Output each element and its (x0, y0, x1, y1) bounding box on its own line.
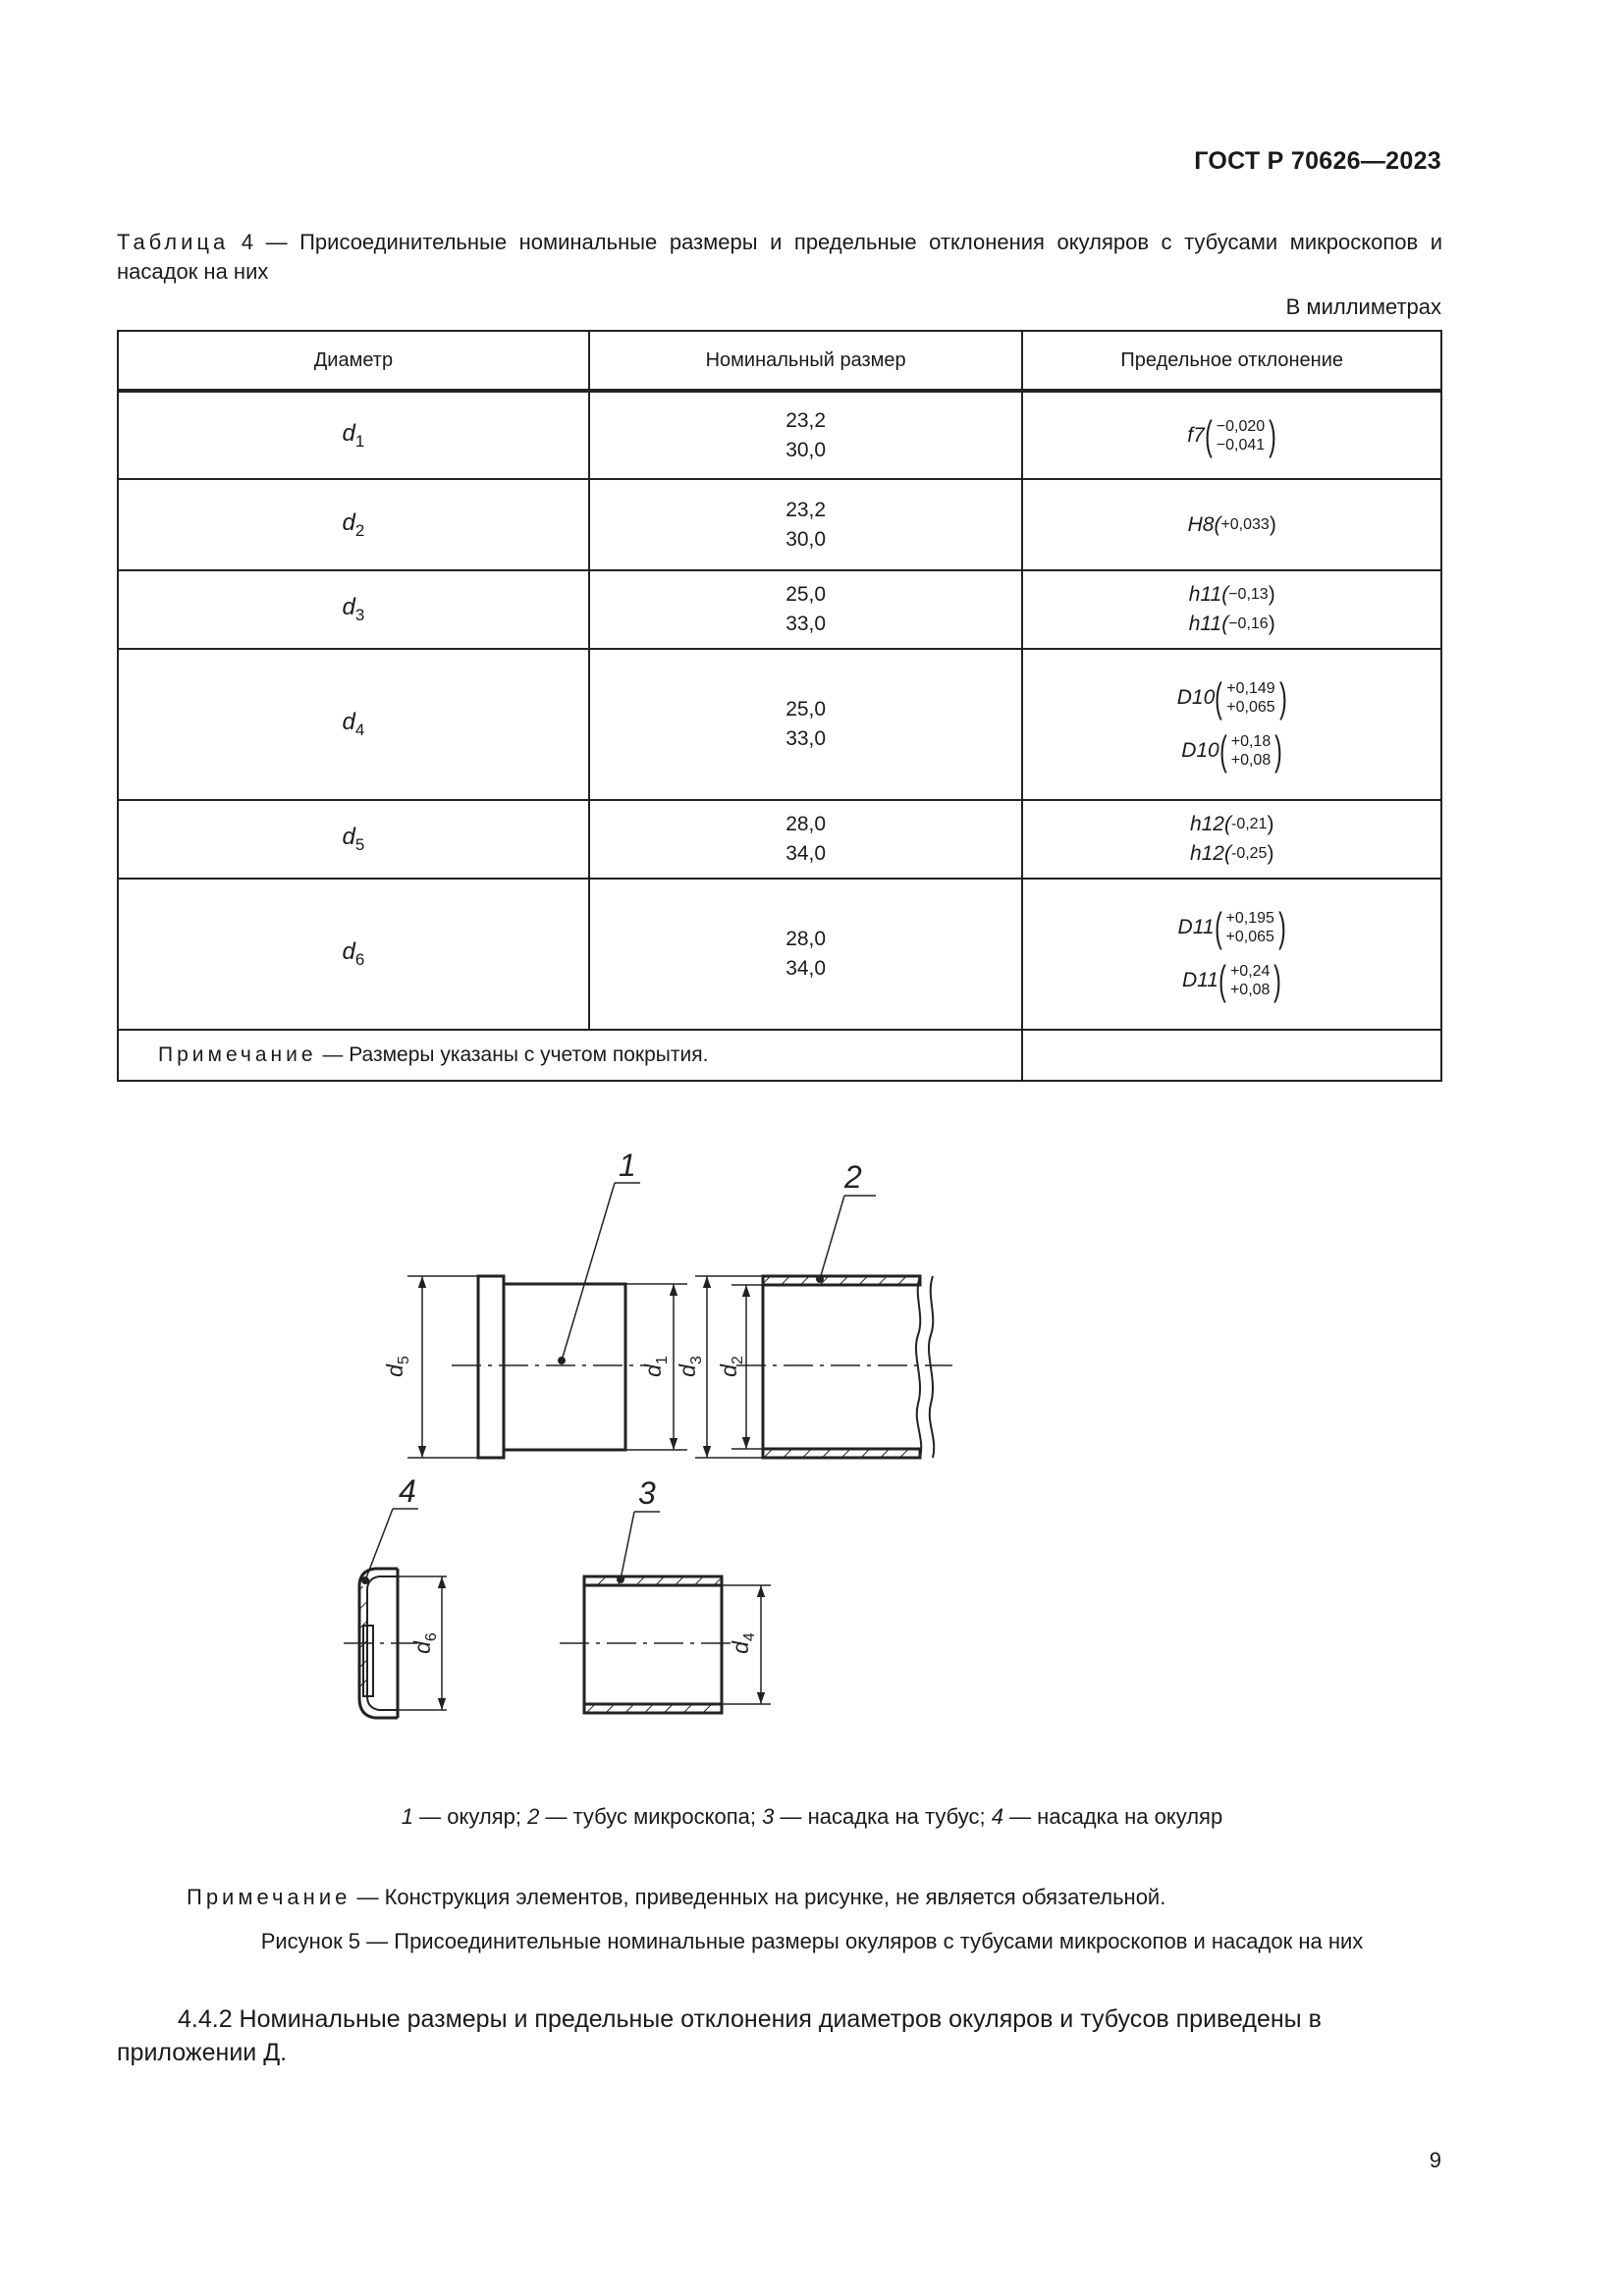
diameter-index: 6 (354, 949, 365, 969)
tolerance-code: h11( (1188, 613, 1229, 635)
nominal-value: 30,0 (785, 527, 827, 551)
figure-legend: 1 — окуляр; 2 — тубус микроскопа; 3 — насадка на тубус; 4 — насадка на окуляр (401, 1804, 1223, 1829)
callout-label: 4 (399, 1473, 416, 1509)
tolerance (1188, 513, 1276, 537)
tolerance-code: h12( (1189, 842, 1231, 865)
tolerance-upper: +0,195 (1225, 910, 1274, 927)
tolerance-upper: +0,033 (1220, 515, 1270, 533)
svg-text:d1: $d_1$ (640, 1356, 671, 1377)
tolerance (1189, 580, 1275, 610)
nominal-cell (589, 649, 1023, 800)
tolerance: D10 ( +0,18 +0,08 ) (1181, 727, 1283, 774)
nominal-value: 30,0 (785, 438, 827, 461)
diameter-cell (118, 391, 589, 479)
tolerance-code: D11 (1177, 916, 1215, 938)
tolerance-lower: −0,041 (1216, 436, 1266, 454)
diameter-symbol: d (342, 824, 355, 851)
table-caption-text: 4 — Присоединительные номинальные размеры и предельные отклонения окуляров с тубусами микроскопов и насадок на них (117, 230, 1442, 284)
dimension-label-d4 (728, 1632, 758, 1654)
dimension-label-d2 (716, 1356, 746, 1377)
table-note-label: Примечание (158, 1043, 317, 1066)
tolerance-lower: −0,13 (1228, 586, 1269, 603)
tolerance (1190, 839, 1274, 869)
diameter-cell (118, 649, 589, 800)
tolerance-close: ) (1267, 813, 1274, 835)
tolerance-code: h12( (1189, 813, 1231, 835)
diameter-symbol: d (342, 709, 355, 736)
callout-label: 2 (844, 1159, 862, 1195)
table-caption-label: Таблица (117, 230, 230, 254)
table-row (118, 479, 1441, 570)
figure-note-label: Примечание (187, 1885, 352, 1909)
callout-label: 3 (638, 1475, 656, 1511)
dimension-label-d3 (675, 1356, 705, 1377)
diameter-cell (118, 800, 589, 879)
nominal-value: 34,0 (785, 842, 827, 865)
nominal-value: 23,2 (785, 408, 827, 432)
tolerance-code: D11 (1181, 969, 1218, 991)
deviation-cell (1022, 800, 1441, 879)
table-row (118, 649, 1441, 800)
callout-label: 1 (619, 1148, 636, 1183)
svg-text:d3: $d_3$ (675, 1356, 705, 1377)
tolerance: D11 ( +0,195 +0,065 ) (1177, 904, 1286, 950)
tolerance (1189, 610, 1275, 639)
tolerance-close: ) (1268, 583, 1275, 606)
figure-note-text: — Конструкция элементов, приведенных на рисунке, не является обязательной. (351, 1885, 1166, 1909)
nominal-value: 34,0 (785, 957, 827, 980)
nominal-cell (589, 391, 1023, 479)
svg-text:d5: $d_5$ (382, 1356, 412, 1377)
tolerance-upper: +0,24 (1229, 963, 1271, 980)
diameter-index: 5 (354, 834, 365, 854)
eyepiece-cap-drawing (344, 1509, 447, 1718)
diameter-cell (118, 570, 589, 649)
body-paragraph: 4.4.2 Номинальные размеры и предельные отклонения диаметров окуляров и тубусов приведены в приложении Д. (117, 2005, 1322, 2066)
figure-title: Рисунок 5 — Присоединительные номинальные размеры окуляров с тубусами микроскопов и насадок на них (260, 1929, 1364, 1953)
deviation-cell (1022, 479, 1441, 570)
column-header-nominal: Номинальный размер (589, 331, 1023, 391)
tolerance-lower: −0,16 (1228, 615, 1269, 632)
table-note-row (118, 1030, 1441, 1081)
nominal-value: 28,0 (785, 928, 827, 950)
diameter-symbol: d (342, 419, 355, 447)
table-row (118, 391, 1441, 479)
table-row (118, 879, 1441, 1030)
tolerance-upper: −0,020 (1216, 417, 1266, 435)
table-header-row (118, 331, 1441, 391)
diameter-index: 2 (354, 520, 365, 540)
nominal-value: 25,0 (785, 583, 827, 606)
nominal-value: 28,0 (785, 813, 827, 835)
technical-drawing (324, 1139, 1208, 1787)
tolerance-lower: +0,065 (1226, 699, 1275, 716)
tolerance-code: f7 (1187, 423, 1205, 447)
standard-code: ГОСТ Р 70626—2023 (1194, 147, 1441, 175)
table-note-empty-cell (1022, 1030, 1441, 1081)
diameter-index: 1 (354, 431, 365, 451)
tolerance-code: D10 (1181, 739, 1219, 762)
nominal-value: 25,0 (785, 698, 827, 721)
tolerance-lower: +0,065 (1225, 929, 1274, 945)
nominal-value: 23,2 (785, 498, 827, 521)
dimension-label-d1 (640, 1356, 671, 1377)
nominal-cell (589, 879, 1023, 1030)
table-note-text: — Размеры указаны с учетом покрытия. (316, 1043, 709, 1066)
dimensions-table (117, 330, 1442, 1082)
tolerance (1190, 810, 1274, 839)
deviation-cell (1022, 391, 1441, 479)
tolerance-close: ) (1268, 613, 1275, 635)
diameter-symbol: d (342, 508, 355, 536)
table-note (118, 1030, 1022, 1081)
svg-text:d4: $d_4$ (728, 1632, 758, 1654)
diameter-cell (118, 879, 589, 1030)
tolerance-upper: +0,149 (1226, 680, 1275, 697)
tolerance-upper: +0,18 (1230, 733, 1272, 750)
nominal-cell (589, 570, 1023, 649)
microscope-tube-drawing (695, 1196, 952, 1458)
figure-note (187, 1885, 1165, 1910)
nominal-cell (589, 479, 1023, 570)
table-row (118, 570, 1441, 649)
tolerance: D11 ( +0,24 +0,08 ) (1181, 957, 1282, 1003)
tolerance: f7 ( −0,020 −0,041 ) (1187, 411, 1277, 458)
diameter-symbol: d (342, 594, 355, 621)
tolerance-code: D10 (1176, 686, 1216, 709)
units-label: В миллиметрах (1285, 294, 1441, 319)
page-number: 9 (1429, 2148, 1441, 2172)
dimension-label-d6 (409, 1632, 440, 1654)
column-header-diameter: Диаметр (118, 331, 589, 391)
tolerance: D10 ( +0,149 +0,065 ) (1176, 674, 1287, 721)
tube-attachment-drawing (560, 1512, 771, 1713)
tolerance-close: ) (1267, 842, 1274, 865)
tolerance-close: ) (1269, 512, 1276, 536)
nominal-cell (589, 800, 1023, 879)
tolerance-lower: +0,08 (1230, 752, 1272, 769)
svg-text:d2: $d_2$ (716, 1356, 746, 1377)
table-caption (117, 228, 1442, 287)
dimension-label-d5 (382, 1356, 412, 1377)
tolerance-lower: -0,21 (1230, 816, 1268, 832)
deviation-cell (1022, 570, 1441, 649)
diameter-symbol: d (342, 938, 355, 966)
column-header-deviation: Предельное отклонение (1022, 331, 1441, 391)
nominal-value: 33,0 (785, 727, 827, 750)
tolerance-lower: -0,25 (1230, 845, 1268, 862)
nominal-value: 33,0 (785, 613, 827, 635)
diameter-cell (118, 479, 589, 570)
svg-text:d6: $d_6$ (409, 1632, 440, 1654)
tolerance-code: H8( (1187, 512, 1221, 536)
eyepiece-drawing (407, 1183, 687, 1458)
tolerance-code: h11( (1188, 583, 1229, 606)
deviation-cell (1022, 649, 1441, 800)
diameter-index: 4 (354, 720, 365, 739)
table-row (118, 800, 1441, 879)
tolerance-lower: +0,08 (1229, 982, 1271, 998)
deviation-cell (1022, 879, 1441, 1030)
diameter-index: 3 (354, 605, 365, 624)
